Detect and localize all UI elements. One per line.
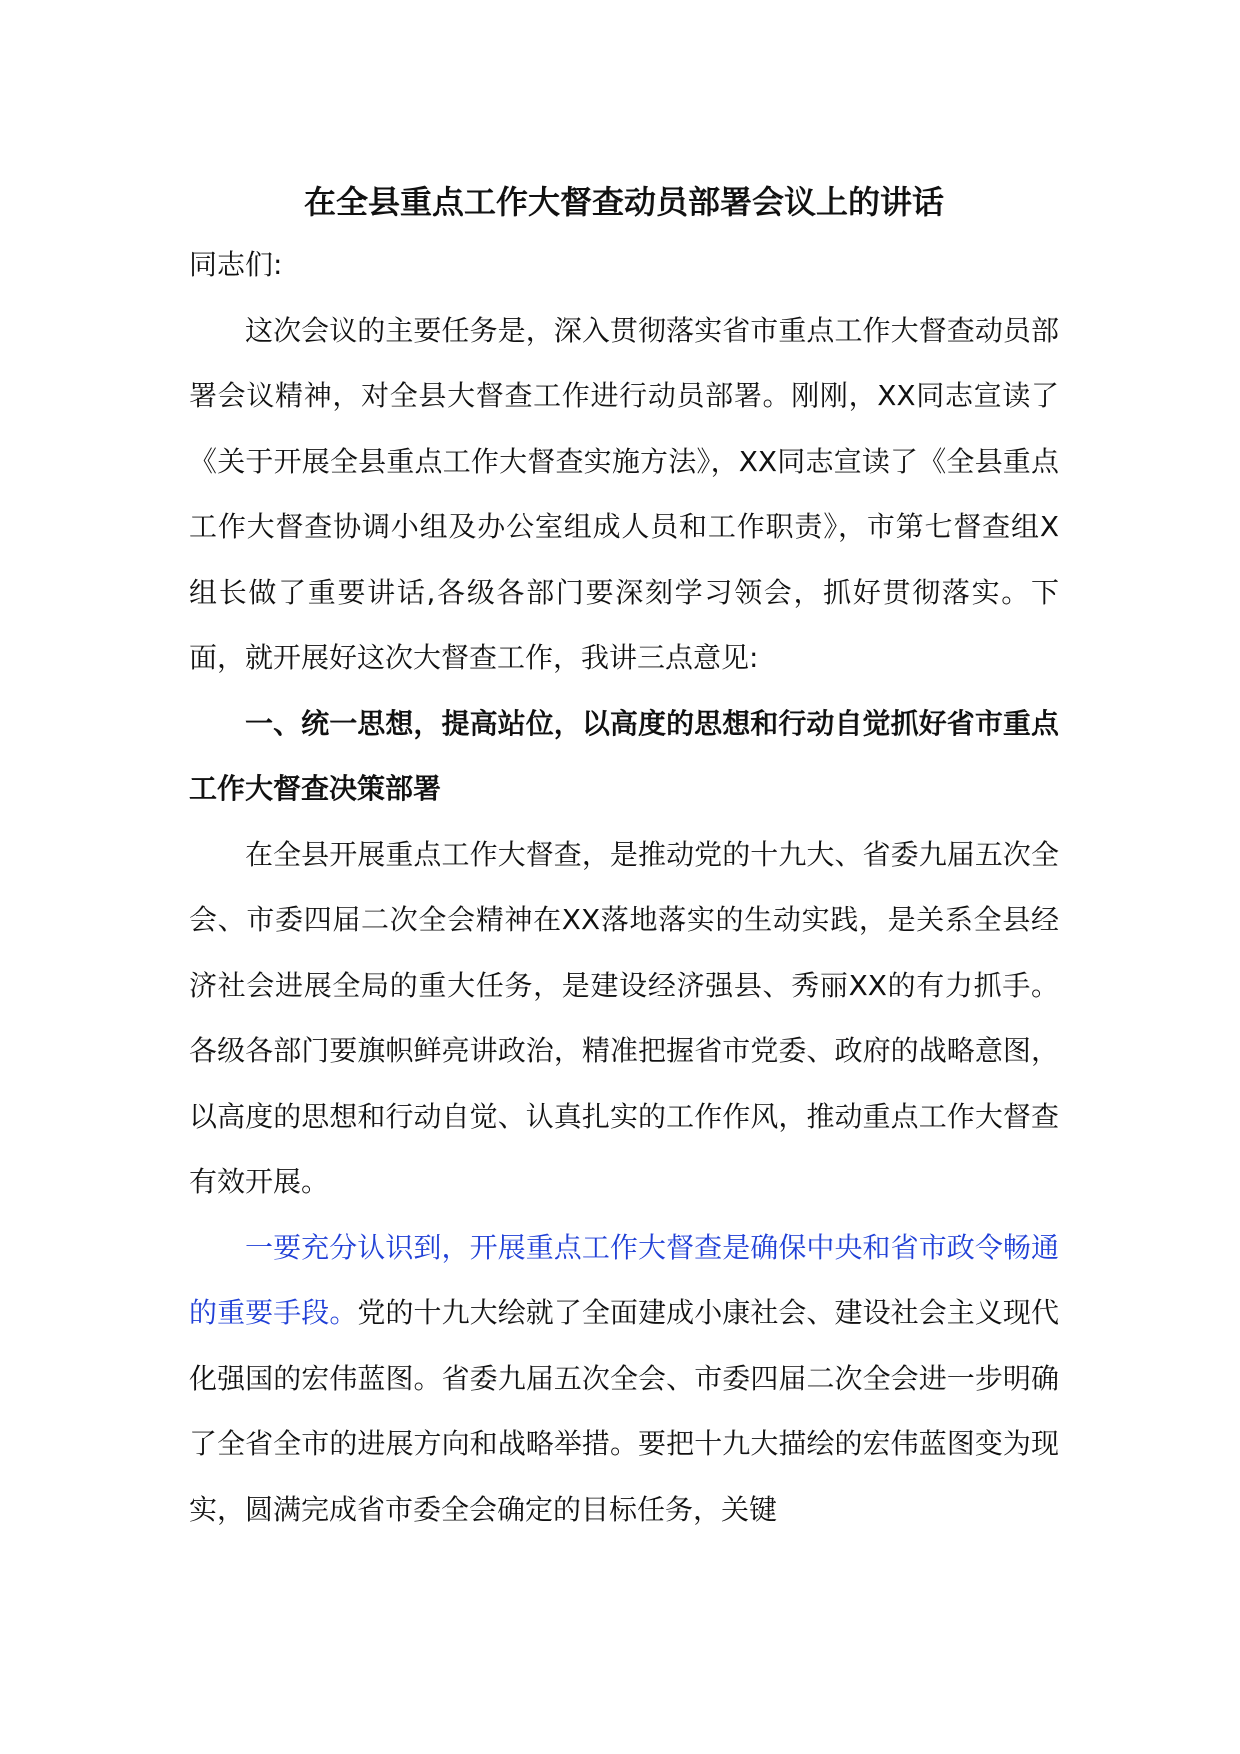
highlighted-point-text: 一要充分认识到，开展重点工作大督查是确保中央和省市政令畅通的重要手段。	[189, 1230, 1059, 1329]
greeting: 同志们:	[189, 248, 283, 281]
paragraph-section-1: 在全县开展重点工作大督查，是推动党的十九大、省委九届五次全会、市委四届二次全会精神在XX落地落实的生动实践，是关系全县经济社会进展全局的重大任务，是建设经济强县、秀丽XX的有力抓手。各级各部门要旗帜鲜亮讲政治，精准把握省市党委、政府的战略意图，以高度的思想和行动自觉、认真扎实的工作作风，推动重点工作大督查有效开展。	[189, 837, 1059, 1198]
point-body-text: 党的十九大绘就了全面建成小康社会、建设社会主义现代化强国的宏伟蓝图。省委九届五次全会、市委四届二次全会进一步明确了全省全市的进展方向和战略举措。要把十九大描绘的宏伟蓝图变为现实，圆满完成省市委全会确定的目标任务，关键	[189, 1296, 1059, 1526]
document-title: 在全县重点工作大督查动员部署会议上的讲话	[303, 183, 944, 221]
paragraph-intro: 这次会议的主要任务是，深入贯彻落实省市重点工作大督查动员部署会议精神，对全县大督查工作进行动员部署。刚刚，XX同志宣读了《关于开展全县重点工作大督查实施方法》，XX同志宣读了《全县重点工作大督查协调小组及办公室组成人员和工作职责》，市第七督查组X组长做了重要讲话,各级各部门要深刻学习领会，抓好贯彻落实。下面，就开展好这次大督查工作，我讲三点意见:	[189, 313, 1059, 674]
document-body	[189, 172, 1059, 1542]
paragraph-point-1	[189, 1215, 1059, 1543]
section-heading-1: 一、统一思想，提高站位，以高度的思想和行动自觉抓好省市重点工作大督查决策部署	[189, 706, 1059, 805]
